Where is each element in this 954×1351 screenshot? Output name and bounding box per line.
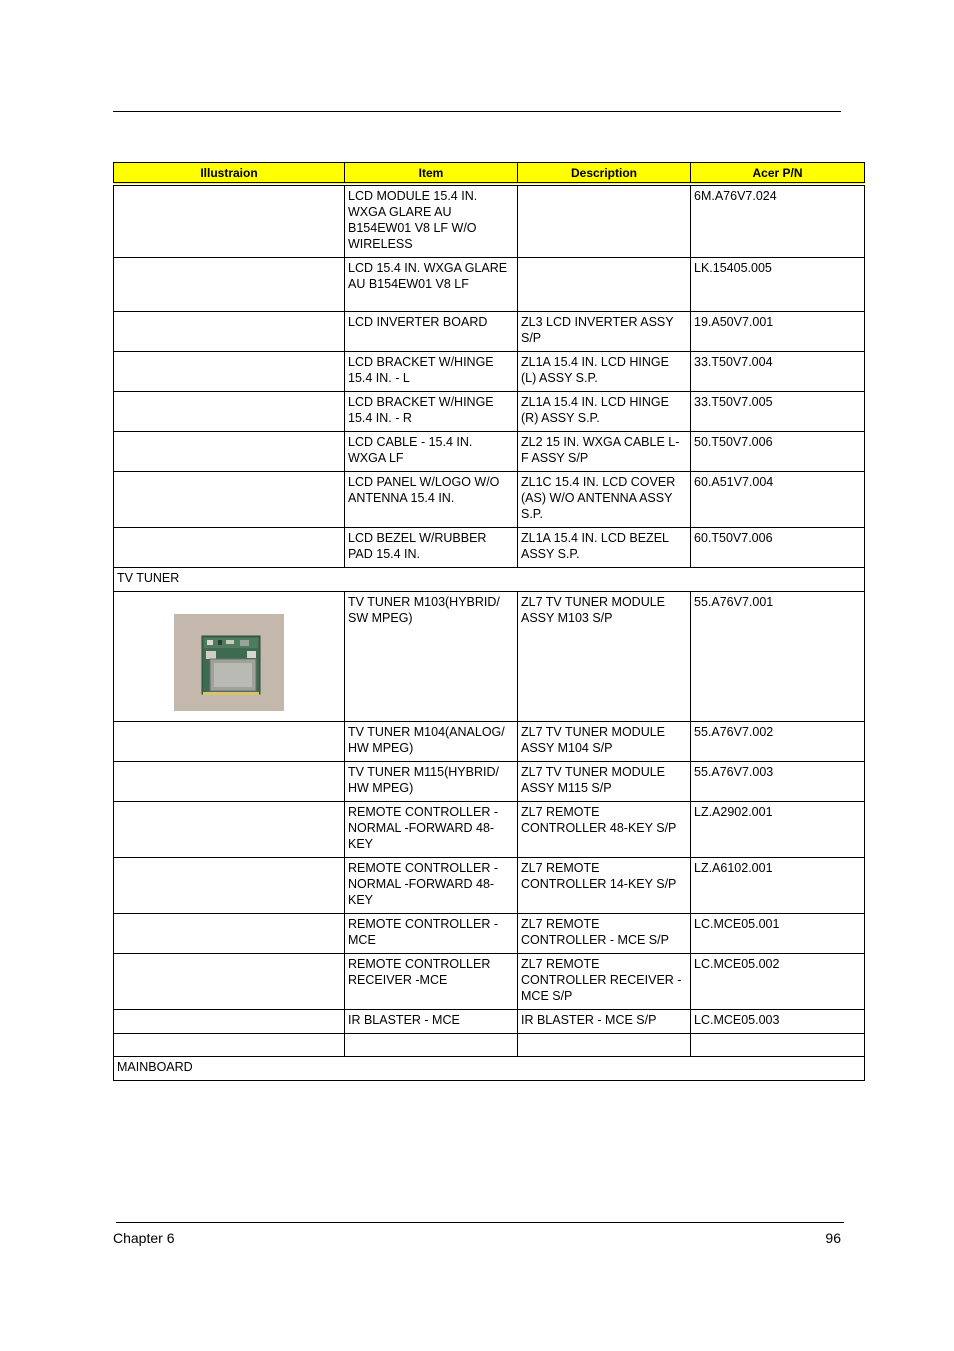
item-cell: LCD INVERTER BOARD: [345, 312, 518, 352]
table-row: [114, 432, 865, 472]
table-row: [114, 528, 865, 568]
item-cell: LCD 15.4 IN. WXGA GLARE AU B154EW01 V8 LF: [345, 258, 518, 312]
header-description: Description: [518, 163, 691, 185]
item-cell: REMOTE CONTROLLER - NORMAL -FORWARD 48-KEY: [345, 802, 518, 858]
illustration-cell: [114, 858, 345, 914]
description-cell: ZL7 REMOTE CONTROLLER 48-KEY S/P: [518, 802, 691, 858]
pn-cell: 60.T50V7.006: [691, 528, 865, 568]
description-cell: ZL7 REMOTE CONTROLLER RECEIVER -MCE S/P: [518, 954, 691, 1010]
footer-chapter: Chapter 6: [113, 1230, 175, 1246]
table-row: [114, 954, 865, 1010]
header-illustration: Illustraion: [114, 163, 345, 185]
pn-cell: 33.T50V7.004: [691, 352, 865, 392]
pn-cell: LZ.A2902.001: [691, 802, 865, 858]
description-cell: ZL1A 15.4 IN. LCD BEZEL ASSY S.P.: [518, 528, 691, 568]
description-cell: [518, 184, 691, 258]
description-cell: ZL1A 15.4 IN. LCD HINGE (R) ASSY S.P.: [518, 392, 691, 432]
pn-cell: 55.A76V7.003: [691, 762, 865, 802]
illustration-cell: [114, 802, 345, 858]
table-row: [114, 392, 865, 432]
pn-cell: LC.MCE05.001: [691, 914, 865, 954]
table-row: [114, 592, 865, 722]
description-cell: ZL7 REMOTE CONTROLLER 14-KEY S/P: [518, 858, 691, 914]
table-row: [114, 762, 865, 802]
table-row: [114, 352, 865, 392]
item-cell: LCD BRACKET W/HINGE 15.4 IN. - R: [345, 392, 518, 432]
description-cell: IR BLASTER - MCE S/P: [518, 1010, 691, 1034]
illustration-cell: [114, 722, 345, 762]
item-cell: [345, 1034, 518, 1057]
pn-cell: 60.A51V7.004: [691, 472, 865, 528]
item-cell: LCD BEZEL W/RUBBER PAD 15.4 IN.: [345, 528, 518, 568]
section-title-tv-tuner: TV TUNER: [114, 568, 865, 592]
table-row: [114, 1034, 865, 1057]
item-cell: REMOTE CONTROLLER - MCE: [345, 914, 518, 954]
item-cell: TV TUNER M103(HYBRID/ SW MPEG): [345, 592, 518, 722]
item-cell: IR BLASTER - MCE: [345, 1010, 518, 1034]
item-cell: LCD PANEL W/LOGO W/O ANTENNA 15.4 IN.: [345, 472, 518, 528]
illustration-cell: [114, 184, 345, 258]
table-row: [114, 312, 865, 352]
section-row-tv-tuner: [114, 568, 865, 592]
description-cell: ZL2 15 IN. WXGA CABLE L-F ASSY S/P: [518, 432, 691, 472]
illustration-cell: [114, 432, 345, 472]
illustration-cell: [114, 1034, 345, 1057]
table-row: [114, 258, 865, 312]
table-row: [114, 802, 865, 858]
item-cell: REMOTE CONTROLLER RECEIVER -MCE: [345, 954, 518, 1010]
illustration-cell: [114, 762, 345, 802]
tv-tuner-module-image: [174, 614, 284, 711]
pn-cell: 33.T50V7.005: [691, 392, 865, 432]
item-cell: LCD BRACKET W/HINGE 15.4 IN. - L: [345, 352, 518, 392]
table-row: [114, 722, 865, 762]
description-cell: ZL7 TV TUNER MODULE ASSY M103 S/P: [518, 592, 691, 722]
description-cell: ZL7 TV TUNER MODULE ASSY M104 S/P: [518, 722, 691, 762]
table-row: [114, 914, 865, 954]
header-item: Item: [345, 163, 518, 185]
pn-cell: LC.MCE05.003: [691, 1010, 865, 1034]
illustration-cell: [114, 352, 345, 392]
table-row: [114, 1010, 865, 1034]
illustration-cell: [114, 1010, 345, 1034]
pn-cell: 6M.A76V7.024: [691, 184, 865, 258]
pn-cell: 55.A76V7.001: [691, 592, 865, 722]
description-cell: ZL3 LCD INVERTER ASSY S/P: [518, 312, 691, 352]
pn-cell: LZ.A6102.001: [691, 858, 865, 914]
illustration-cell: [114, 472, 345, 528]
pn-cell: LK.15405.005: [691, 258, 865, 312]
item-cell: LCD CABLE - 15.4 IN. WXGA LF: [345, 432, 518, 472]
illustration-cell: [114, 914, 345, 954]
item-cell: LCD MODULE 15.4 IN. WXGA GLARE AU B154EW01 V8 LF W/O WIRELESS: [345, 184, 518, 258]
illustration-cell: [114, 258, 345, 312]
illustration-cell: [114, 954, 345, 1010]
table-row: [114, 184, 865, 258]
description-cell: [518, 1034, 691, 1057]
pn-cell: 50.T50V7.006: [691, 432, 865, 472]
item-cell: TV TUNER M115(HYBRID/ HW MPEG): [345, 762, 518, 802]
header-acer-pn: Acer P/N: [691, 163, 865, 185]
footer-page-number: 96: [825, 1230, 841, 1246]
illustration-cell: [114, 528, 345, 568]
description-cell: ZL1C 15.4 IN. LCD COVER (AS) W/O ANTENNA ASSY S.P.: [518, 472, 691, 528]
description-cell: ZL7 REMOTE CONTROLLER - MCE S/P: [518, 914, 691, 954]
description-cell: ZL7 TV TUNER MODULE ASSY M115 S/P: [518, 762, 691, 802]
pn-cell: LC.MCE05.002: [691, 954, 865, 1010]
pn-cell: 55.A76V7.002: [691, 722, 865, 762]
illustration-cell: [114, 312, 345, 352]
description-cell: ZL1A 15.4 IN. LCD HINGE (L) ASSY S.P.: [518, 352, 691, 392]
top-rule: [113, 111, 841, 112]
section-row-mainboard: [114, 1057, 865, 1081]
table-row: [114, 858, 865, 914]
item-cell: TV TUNER M104(ANALOG/ HW MPEG): [345, 722, 518, 762]
footer-rule: [116, 1222, 844, 1223]
table-header-row: [114, 163, 865, 185]
table-row: [114, 472, 865, 528]
illustration-cell: [114, 592, 345, 722]
parts-table: [113, 162, 865, 1081]
pn-cell: [691, 1034, 865, 1057]
description-cell: [518, 258, 691, 312]
item-cell: REMOTE CONTROLLER - NORMAL -FORWARD 48-KEY: [345, 858, 518, 914]
pn-cell: 19.A50V7.001: [691, 312, 865, 352]
illustration-cell: [114, 392, 345, 432]
section-title-mainboard: MAINBOARD: [114, 1057, 865, 1081]
